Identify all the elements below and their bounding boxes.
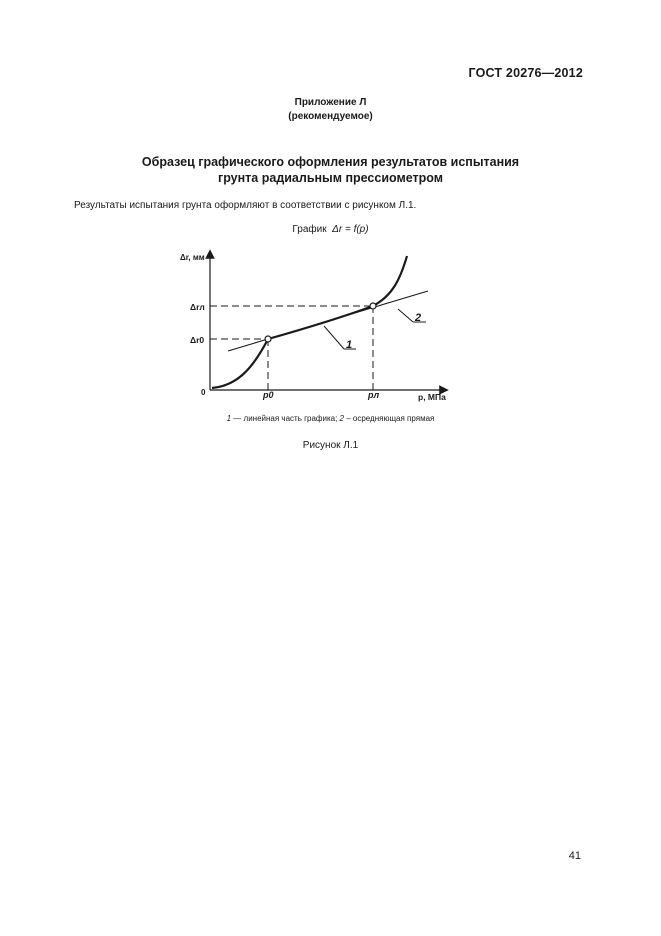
figure-caption: Рисунок Л.1	[302, 440, 359, 451]
point-pl	[370, 303, 376, 309]
section-title-line1: Образец графического оформления результатов испытания	[141, 155, 520, 169]
y-tick-lower: Δr0	[190, 335, 205, 345]
legend-1-num: 1	[226, 414, 232, 423]
y-tick-upper: Δrл	[190, 302, 205, 312]
appendix-title: Приложение Л	[294, 97, 367, 108]
legend-2-text: – осредняющая прямая	[343, 414, 435, 423]
x-tick-right: pл	[368, 390, 380, 400]
page-number: 41	[568, 850, 581, 862]
callout-1-label: 1	[346, 339, 353, 351]
legend-1-text: — линейная часть графика;	[231, 414, 340, 423]
legend-2-num: 2	[339, 414, 344, 423]
point-p0	[265, 336, 271, 342]
section-title-line2: грунта радиальным прессиометром	[218, 171, 443, 185]
appendix-status: (рекомендуемое)	[288, 111, 373, 122]
callout-2-leader	[398, 309, 413, 322]
graph-caption-prefix: График	[292, 224, 327, 235]
standard-number: ГОСТ 20276—2012	[468, 66, 583, 80]
callout-2-label: 2	[415, 312, 422, 324]
callout-1-leader	[324, 326, 344, 349]
y-axis-label: Δr, мм	[180, 253, 205, 262]
origin-label: 0	[201, 388, 206, 397]
graph-caption-formula: Δr = f(p)	[332, 224, 369, 235]
figure-legend	[0, 414, 661, 423]
x-tick-left: p0	[263, 390, 274, 400]
test-curve	[212, 256, 407, 388]
body-paragraph: Результаты испытания грунта оформляют в соответствии с рисунком Л.1.	[74, 200, 417, 211]
x-axis-label: p, МПа	[418, 392, 446, 402]
